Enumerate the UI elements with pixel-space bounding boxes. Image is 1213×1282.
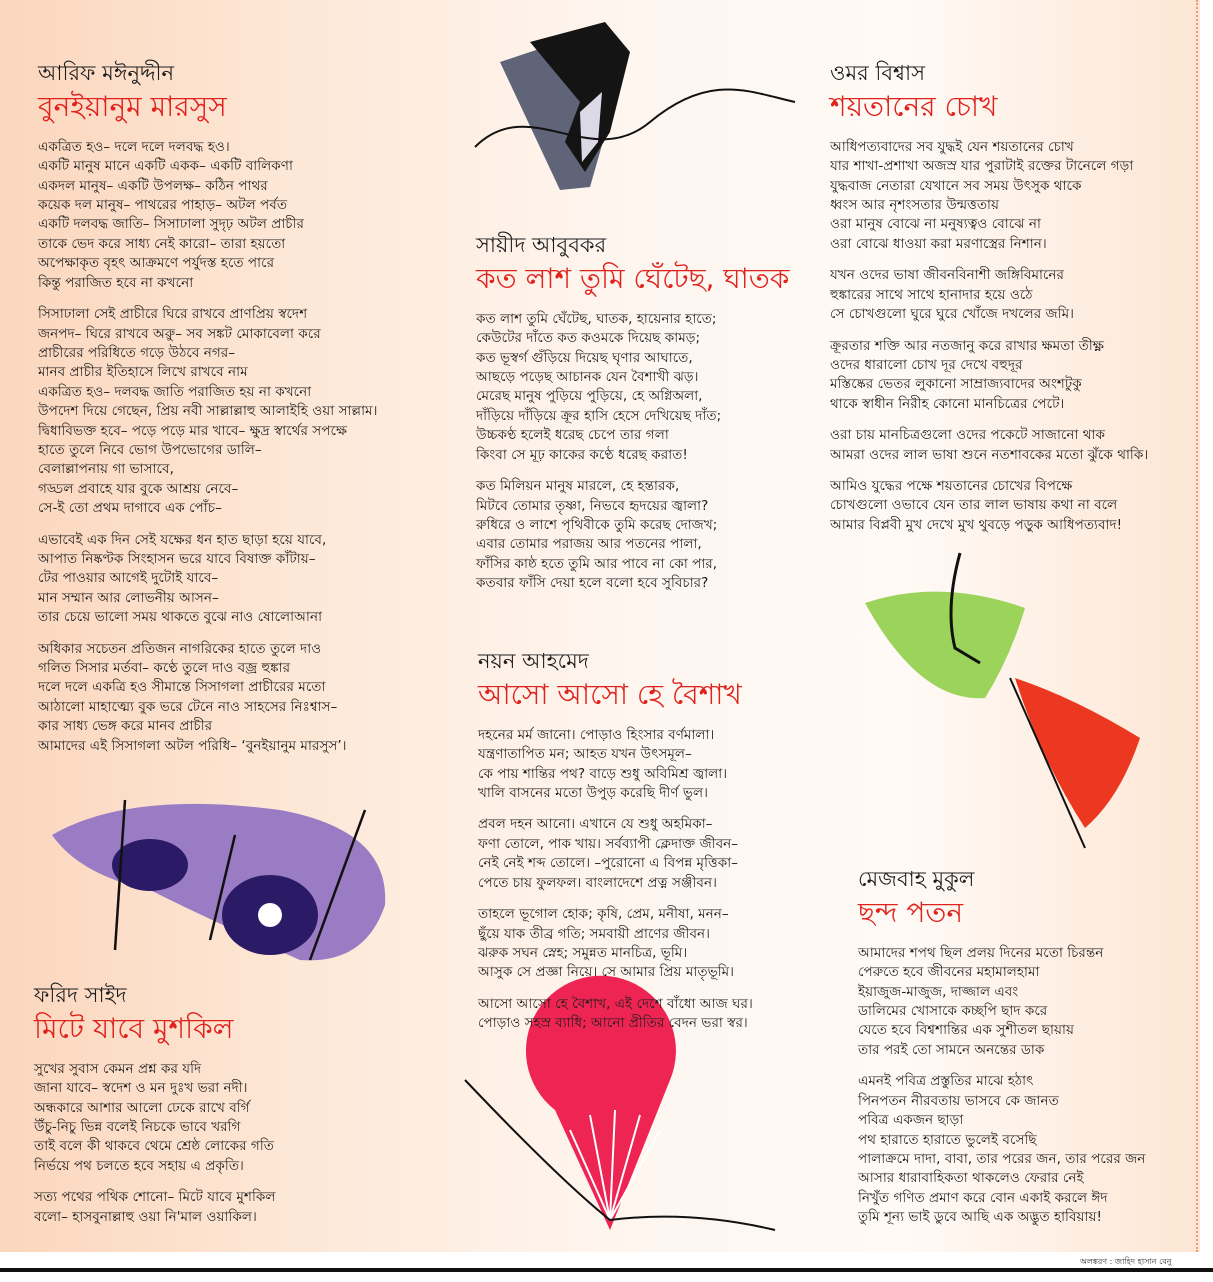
poem-line: একদল মানুষ– একটি উপলক্ষ– কঠিন পাথর bbox=[38, 177, 268, 194]
illustration-credit: অলঙ্করণ : জাহিদ হাসান বেনু bbox=[1080, 1257, 1172, 1266]
poem-line: তার চেয়ে ভালো সময় থাকতে বুঝে নাও ষোলোআনা bbox=[38, 609, 323, 626]
poem-line: কতবার ফাঁসি দেয়া হলে বলো হবে সুবিচার? bbox=[476, 575, 709, 592]
poem-line: একটি দলবদ্ধ জাতি– সিসাঢালা সুদৃঢ় অটল প্রাচীর bbox=[38, 216, 304, 233]
poem-1 bbox=[38, 60, 377, 768]
poem-author: ওমর বিশ্বাস bbox=[830, 61, 925, 85]
poem-line: আসো আসো হে বৈশাখ, এই দেশে বাঁধো আজ ঘর। bbox=[478, 995, 753, 1012]
poem-line: কত ভূস্বর্গ গুঁড়িয়ে দিয়েছ ঘৃণার আঘাতে, bbox=[476, 349, 693, 366]
poem-stanza bbox=[858, 944, 1145, 1060]
poem-line: পোড়াও সহস্র ব্যাধি; আনো প্রীতির বেদন ভরা স্বর। bbox=[478, 1015, 748, 1032]
poem-stanza bbox=[830, 138, 1148, 254]
poem-stanza bbox=[38, 138, 377, 293]
poem-line: মেরেছ মানুষ পুড়িয়ে পুড়িয়ে, হে অগ্নিঅলা, bbox=[476, 388, 703, 405]
poem-line: তাকে ভেদ করে সাধ্য নেই কারো– তারা হয়তো bbox=[38, 235, 286, 252]
poem-line: আমাদের শপথ ছিল প্রলয় দিনের মতো চিরন্তন bbox=[858, 944, 1104, 961]
poem-line: টের পাওয়ার আগেই দুটোই যাবে– bbox=[38, 570, 219, 587]
poem-line: হাতে তুলে নিবে ভোগ উপভোগের ডালি– bbox=[38, 441, 262, 458]
poem-line: কয়েক দল মানুষ– পাথরের পাহাড়– অটল পর্বত bbox=[38, 197, 288, 214]
poem-line: সে চোখগুলো ঘুরে ঘুরে খোঁজে দখলের জমি। bbox=[830, 306, 1075, 323]
poem-line: আসার ধারাবাহিকতা থাকলেও ফেরার নেই bbox=[858, 1170, 1084, 1187]
poem-line: এমনই পবিত্র প্রস্তুতির মাঝে হঠাৎ bbox=[858, 1073, 1034, 1090]
poem-line: যার শাখা-প্রশাখা অজস্র যার পুরাটাই রক্তের টানেলে গড়া bbox=[830, 158, 1134, 175]
poem-line: সে-ই তো প্রথম দাগাবে এক পোঁচ– bbox=[38, 500, 222, 517]
poem-stanza bbox=[858, 1072, 1145, 1227]
poem-line: কেউটের দাঁতে কত কওমকে দিয়েছ কামড়; bbox=[476, 330, 701, 347]
poem-line: মিটবে তোমার তৃষ্ণা, নিভবে হৃদয়ের জ্বালা? bbox=[476, 497, 709, 514]
poem-title: আসো আসো হে বৈশাখ bbox=[478, 678, 742, 712]
poem-line: যখন ওদের ভাষা জীবনবিনাশী জঙ্গিবিমানের bbox=[830, 267, 1064, 284]
poem-line: ঝরুক সঘন স্নেহ; সমুন্নত মানচিত্র, ভূমি। bbox=[478, 944, 688, 961]
poem-3 bbox=[478, 648, 753, 1046]
poem-line: সুখের সুবাস কেমন প্রশ্ন কর যদি bbox=[34, 1060, 202, 1077]
poem-line: মানব প্রাচীর ইতিহাসে লিখে রাখবে নাম bbox=[38, 364, 248, 381]
poem-line: ফণা তোলে, পাক খায়। সর্বব্যাপী ক্লেদাক্ত জীবন– bbox=[478, 835, 739, 852]
poem-line: পালাক্রমে দাদা, বাবা, তার পরের জন, তার পরের জন bbox=[858, 1150, 1146, 1167]
poem-stanza bbox=[38, 640, 377, 756]
poem-line: সত্য পথের পথিক শোনো– মিটে যাবে মুশকিল bbox=[34, 1189, 276, 1206]
poem-stanza bbox=[830, 337, 1148, 415]
poem-6 bbox=[34, 982, 276, 1239]
purple-blob-illustration bbox=[40, 790, 390, 980]
poem-line: আমাদের এই সিসাগলা অটল পরিধি– ‘বুনইয়ানুম মারসুস’। bbox=[38, 737, 347, 754]
poem-line: আসুক সে প্রজ্ঞা নিয়ে। সে আমার প্রিয় মাতৃভূমি। bbox=[478, 964, 735, 981]
poem-line: কার সাধ্য ভেঙ্গ করে মানব প্রাচীর bbox=[38, 718, 213, 735]
poem-line: দহনের মর্ম জানো। পোড়াও হিংসার বর্ণমালা। bbox=[478, 726, 715, 743]
poem-stanza bbox=[478, 815, 753, 893]
poem-line: জানা যাবে– স্বদেশ ও মন দুঃখ ভরা নদী। bbox=[34, 1080, 248, 1097]
poem-line: দলে দলে একত্রি হও সীমান্তে সিসাগলা প্রাচীরের মতো bbox=[38, 679, 326, 696]
poem-line: সিসাঢালা সেই প্রাচীরে ঘিরে রাখবে প্রাণপ্রিয় স্বদেশ bbox=[38, 306, 308, 323]
leaves-illustration bbox=[860, 548, 1150, 858]
poem-line: অপেক্ষাকৃত বৃহৎ আক্রমণে পর্যুদস্ত হতে পারে bbox=[38, 255, 275, 272]
poem-line: আছড়ে পড়েছ আচানক যেন বৈশাখী ঝড়। bbox=[476, 369, 699, 386]
poem-title: শয়তানের চোখ bbox=[830, 90, 998, 124]
poem-line: এভাবেই এক দিন সেই যক্ষের ধন হাত ছাড়া হয়ে যাবে, bbox=[38, 531, 327, 548]
poem-author: আরিফ মঈনুদ্দীন bbox=[38, 61, 175, 85]
poem-line: যন্ত্রণাতাপিত মন; আহত যখন উৎসমূল– bbox=[478, 746, 692, 763]
bottom-rule bbox=[0, 1268, 1213, 1272]
poem-line: ওরা চায় মানচিত্রগুলো ওদের পকেটে সাজানো থাক bbox=[830, 427, 1105, 444]
poem-line: গড্ডল প্রবাহে যার বুকে আশ্রয় নেবে– bbox=[38, 480, 239, 497]
poem-title: বুনইয়ানুম মারসুস bbox=[38, 90, 227, 124]
poem-line: কত লাশ তুমি ঘেঁটেছ, ঘাতক, হায়েনার হাতে; bbox=[476, 310, 717, 327]
red-leaf bbox=[1015, 678, 1140, 828]
poem-stanza bbox=[34, 1060, 276, 1176]
poem-stanza bbox=[476, 477, 789, 593]
poem-line: ওদের ধারালো চোখ দূর দেখে বহুদূর bbox=[830, 356, 1023, 373]
poem-line: ওরা মানুষ বোঝে না মনুষ্যত্বও বোঝে না bbox=[830, 216, 1041, 233]
poem-line: উপদেশ দিয়ে গেছেন, প্রিয় নবী সাল্লাল্লাহু আলাইহি ওয়া সাল্লাম। bbox=[38, 403, 378, 420]
fan-illustration bbox=[460, 1020, 780, 1250]
poem-stanza bbox=[38, 305, 377, 518]
poem-line: পবিত্র একজন ছাড়া bbox=[858, 1112, 964, 1129]
poem-line: তুমি শূন্য ভাই ডুবে আছি এক অদ্ভুত হাবিয়ায়! bbox=[858, 1209, 1102, 1226]
poem-line: দাঁড়িয়ে দাঁড়িয়ে ক্রূর হাসি হেসে দেখিয়েছ দাঁত; bbox=[476, 407, 722, 424]
poem-line: কত মিলিয়ন মানুষ মারলে, হে হন্তারক, bbox=[476, 478, 680, 495]
poem-line: দ্বিধাবিভক্ত হবে– পড়ে পড়ে মার খাবে– ক্ষুদ্র স্বার্থের সপক্ষে bbox=[38, 422, 347, 439]
poem-stanza bbox=[38, 531, 377, 628]
poem-author: মেজবাহ মুকুল bbox=[858, 867, 975, 891]
poem-author: সায়ীদ আবুবকর bbox=[476, 233, 607, 257]
poem-line: আমার বিপ্লবী মুখ দেখে মুখ থুবড়ে পড়ুক আধিপত্যবাদ! bbox=[830, 516, 1123, 533]
poem-line: ওরা বোঝে ধাওয়া করা মরণাস্ত্রের নিশান। bbox=[830, 235, 1047, 252]
poem-line: গলিত সিসার মর্তবা– কণ্ঠে তুলে দাও বজ্র হুঙ্কার bbox=[38, 660, 291, 676]
poem-5 bbox=[858, 866, 1145, 1240]
poem-line: ডালিমের খোসাকে কচ্ছপি ছাদ করে bbox=[858, 1003, 1048, 1020]
poem-line: ক্রূরতার শক্তি আর নতজানু করে রাখার ক্ষমতা তীক্ষ্ণ bbox=[830, 337, 1105, 354]
poem-line: মান সম্মান আর লোভনীয় আসন– bbox=[38, 589, 219, 606]
poem-line: উচ্চকণ্ঠ হলেই ধরেছ চেপে তার গলা bbox=[476, 427, 669, 444]
poem-line: যুদ্ধবাজ নেতারা যেখানে সব সময় উৎসুক থাকে bbox=[830, 177, 1082, 194]
poem-line: আমরা ওদের লাল ভাষা শুনে নতশাবকের মতো ঝুঁকে থাকি। bbox=[830, 446, 1149, 463]
poem-author: নয়ন আহমেদ bbox=[478, 649, 589, 673]
poem-line: একত্রিত হও– দলবদ্ধ জাতি পরাজিত হয় না কখনো bbox=[38, 383, 312, 400]
poem-line: একটি মানুষ মানে একটি একক– একটি বালিকণা bbox=[38, 158, 293, 175]
green-leaf bbox=[865, 592, 1025, 699]
page-edge-dotted-line bbox=[1196, 0, 1198, 1252]
poem-line: তার পরই তো সামনে অনন্তের ডাক bbox=[858, 1041, 1045, 1058]
poem-line: কে পায় শান্তির পথ? বাড়ে শুধু অবিমিশ্র জ্বালা। bbox=[478, 765, 728, 782]
poem-4 bbox=[830, 60, 1148, 547]
poem-line: পেরুতে হবে জীবনের মহামালহামা bbox=[858, 964, 1040, 981]
poem-line: কিন্তু পরাজিত হবে না কখনো bbox=[38, 274, 194, 291]
poem-line: আধিপত্যবাদের সব যুদ্ধই যেন শয়তানের চোখ bbox=[830, 138, 1074, 155]
poem-2 bbox=[476, 232, 789, 606]
poem-line: বলো– হাসবুনাল্লাহু ওয়া নি'মাল ওয়াকিল। bbox=[34, 1208, 257, 1225]
poem-line: খালি বাসনের মতো উপুড় করেছি দীর্ণ ভুল। bbox=[478, 785, 708, 802]
poem-line: আমিও যুদ্ধের পক্ষে শয়তানের চোখের বিপক্ষে bbox=[830, 477, 1073, 494]
poem-line: ছুঁয়ে যাক তীব্র গতি; সমবায়ী প্রাণের জীবন। bbox=[478, 925, 711, 942]
poem-line: তাহলে ভূগোল হোক; কৃষি, প্রেম, মনীষা, মনন– bbox=[478, 906, 729, 923]
dark-circle-1 bbox=[112, 839, 188, 891]
poem-line: হুঙ্কারের সাথে সাথে হানাদার হয়ে ওঠে bbox=[830, 286, 1033, 303]
poem-line: নেই নেই শব্দ তোলে। –পুরোনো এ বিপন্ন মৃত্তিকা– bbox=[478, 855, 738, 872]
poem-line: এবার তোমার পরাজয় আর পতনের পালা, bbox=[476, 536, 702, 553]
purple-blob bbox=[52, 804, 385, 961]
poem-line: পেতে চায় ফুলফল। বাংলাদেশে প্রত্ন সঞ্জীবন। bbox=[478, 874, 717, 891]
poem-line: প্রাচীরের পরিধিতে গড়ে উঠবে নগর– bbox=[38, 344, 236, 361]
poem-stanza bbox=[830, 266, 1148, 324]
poem-line: নির্ভয়ে পথ চলতে হবে সহায় এ প্রকৃতি। bbox=[34, 1157, 244, 1174]
poem-title: কত লাশ তুমি ঘেঁটেছ, ঘাতক bbox=[476, 262, 790, 296]
poem-author: ফরিদ সাইদ bbox=[34, 983, 127, 1007]
poem-line: চোখগুলো ওভাবে যেন তার লাল ভাষায় কথা না বলে bbox=[830, 497, 1118, 514]
poem-line: ফাঁসির কাষ্ঠ হতে তুমি আর পাবে না কো পার, bbox=[476, 555, 718, 572]
poem-line: কিংবা সে মূঢ় কাকের কণ্ঠে ধরেছ করাত! bbox=[476, 446, 688, 463]
mask-illustration bbox=[470, 22, 800, 202]
poem-line: বেলাল্লাপনায় গা ভাসাবে, bbox=[38, 461, 174, 478]
poem-line: যেতে হবে বিশ্বশান্তির এক সুশীতল ছায়ায় bbox=[858, 1022, 1074, 1039]
poem-line: ধ্বংস আর নৃশংসতার উন্মত্ততায় bbox=[830, 197, 999, 214]
poem-line: রুধিরে ও লাশে পৃথিবীকে তুমি করেছ দোজখ; bbox=[476, 516, 718, 533]
poem-stanza bbox=[478, 905, 753, 983]
poem-line: পিনপতন নীরবতায় ভাসবে কে জানত bbox=[858, 1092, 1059, 1109]
poem-stanza bbox=[830, 426, 1148, 465]
poem-stanza bbox=[34, 1188, 276, 1227]
poem-line: তাই বলে কী থাকবে থেমে শ্রেষ্ঠ লোকের গতি bbox=[34, 1138, 274, 1155]
poem-line: ইয়াজুজ-মাজুজ, দাজ্জাল এবং bbox=[858, 983, 1019, 1000]
poem-line: আপাত নিষ্কণ্টক সিংহাসন ভরে যাবে বিষাক্ত কাঁটায়– bbox=[38, 550, 316, 567]
poem-stanza bbox=[478, 995, 753, 1034]
poem-line: উঁচু-নিচু ভিন্ন বলেই নিচকে ভাবে খরগি bbox=[34, 1119, 241, 1136]
poem-stanza bbox=[476, 310, 789, 465]
poem-line: জনপদ– ঘিরে রাখবে অরুু– সব সঙ্কট মোকাবেলা করে bbox=[38, 325, 321, 342]
poem-stanza bbox=[478, 726, 753, 804]
poem-line: মস্তিষ্কের ভেতর লুকানো সাম্রাজ্যবাদের অংশটুকু bbox=[830, 376, 1082, 393]
poem-line: পথ হারাতে হারাতে ভুলেই বসেছি bbox=[858, 1131, 1037, 1148]
poem-line: নিখুঁত গণিত প্রমাণ করে বোন একাই করলে ঈদ bbox=[858, 1189, 1108, 1206]
poem-title: ছন্দ পতন bbox=[858, 896, 964, 930]
poem-line: একত্রিত হও– দলে দলে দলবদ্ধ হও। bbox=[38, 138, 230, 155]
poem-line: প্রবল দহন আনো। এখানে যে শুধু অহমিকা– bbox=[478, 816, 713, 833]
poem-line: থাকে স্বাধীন নিরীহ কোনো মানচিত্রের পেটে। bbox=[830, 395, 1065, 412]
poem-line: অধিকার সচেতন প্রতিজন নাগরিকের হাতে তুলে দাও bbox=[38, 640, 322, 657]
poem-title: মিটে যাবে মুশকিল bbox=[34, 1012, 234, 1046]
poem-line: অন্ধকারে আশার আলো ঢেকে রাখে বর্গি bbox=[34, 1099, 250, 1116]
poem-line: আঠালো মাহাত্ম্যে বুক ভরে টেনে নাও সাহসের নিঃশ্বাস– bbox=[38, 698, 338, 715]
poem-stanza bbox=[830, 477, 1148, 535]
white-dot bbox=[258, 903, 282, 927]
